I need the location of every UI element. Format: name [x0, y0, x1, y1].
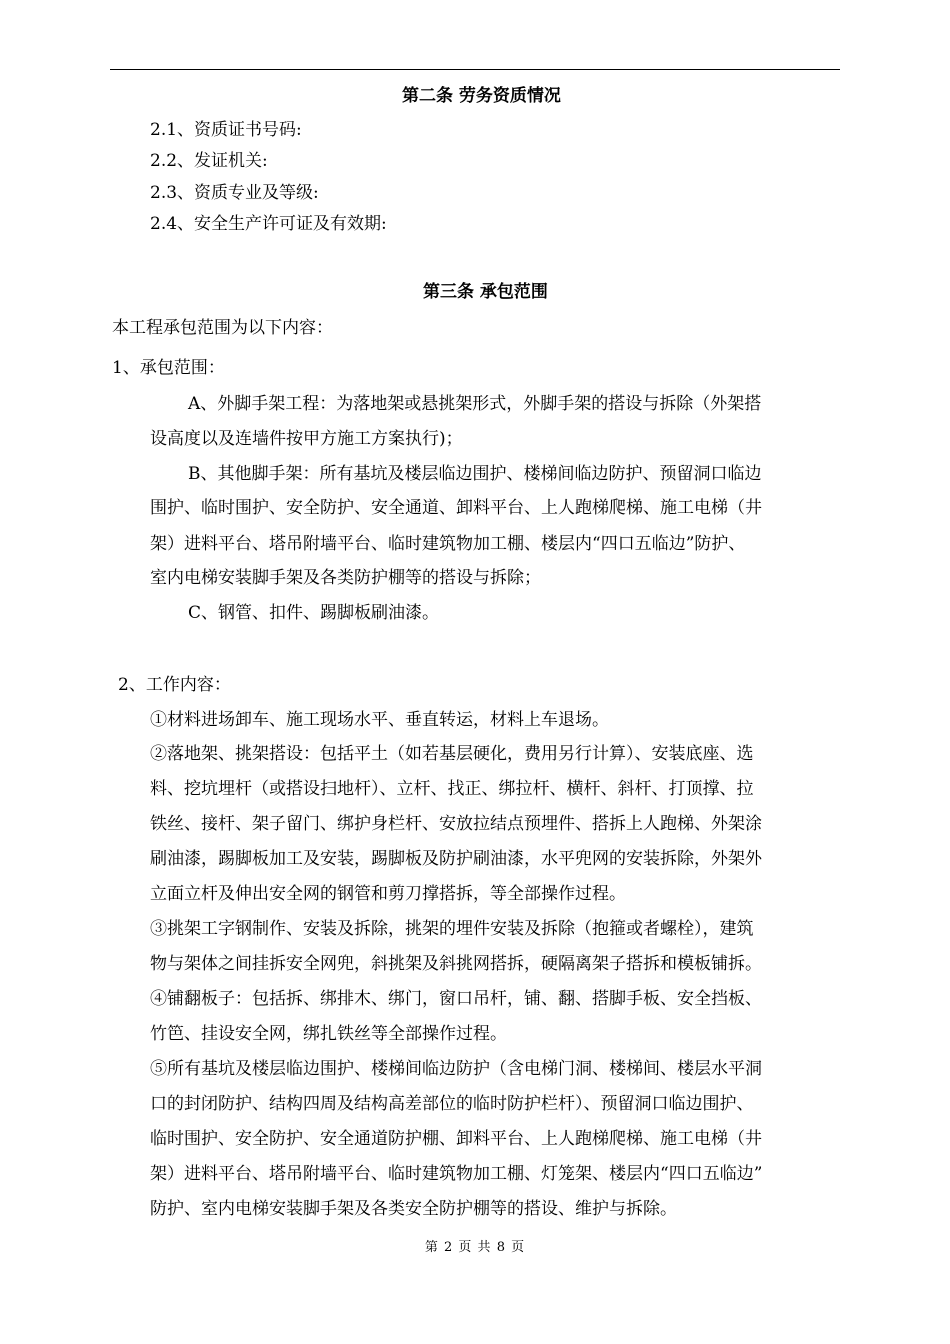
- section2-item-3: 2.3、资质专业及等级:: [150, 183, 319, 203]
- scope-line: 架）进料平台、塔吊附墙平台、临时建筑物加工棚、楼层内“四口五临边”防护、: [150, 534, 746, 554]
- scope-line: B、其他脚手架：所有基坑及楼层临边围护、楼梯间临边防护、预留洞口临边: [188, 464, 762, 484]
- section2-item-1: 2.1、资质证书号码:: [150, 120, 302, 140]
- work-line: 临时围护、安全防护、安全通道防护棚、卸料平台、上人跑梯爬梯、施工电梯（井: [150, 1129, 762, 1149]
- scope-line: 室内电梯安装脚手架及各类防护棚等的搭设与拆除；: [150, 568, 541, 588]
- work-line: 口的封闭防护、结构四周及结构高差部位的临时防护栏杆）、预留洞口临边围护、: [150, 1094, 754, 1114]
- work-line: ①材料进场卸车、施工现场水平、垂直转运，材料上车退场。: [150, 710, 609, 730]
- work-line: 料、挖坑埋杆（或搭设扫地杆）、立杆、找正、绑拉杆、横杆、斜杆、打顶撑、拉: [150, 779, 754, 799]
- scope-heading: 1、承包范围：: [112, 358, 225, 378]
- work-line: 物与架体之间挂拆安全网兜，斜挑架及斜挑网搭拆，硬隔离架子搭拆和模板铺拆。: [150, 954, 762, 974]
- work-line: 铁丝、接杆、架子留门、绑护身栏杆、安放拉结点预埋件、搭拆上人跑梯、外架涂: [150, 814, 762, 834]
- header-rule: [110, 69, 840, 70]
- scope-line: C、钢管、扣件、踢脚板刷油漆。: [188, 603, 440, 623]
- work-line: ②落地架、挑架搭设：包括平土（如若基层硬化，费用另行计算）、安装底座、选: [150, 744, 754, 764]
- work-line: ③挑架工字钢制作、安装及拆除，挑架的埋件安装及拆除（抱箍或者螺栓），建筑: [150, 919, 754, 939]
- work-line: 防护、室内电梯安装脚手架及各类安全防护棚等的搭设、维护与拆除。: [150, 1199, 677, 1219]
- scope-line: 设高度以及连墙件按甲方施工方案执行)；: [150, 429, 463, 449]
- work-line: 竹笆、挂设安全网，绑扎铁丝等全部操作过程。: [150, 1024, 507, 1044]
- work-line: 刷油漆，踢脚板加工及安装，踢脚板及防护刷油漆，水平兜网的安装拆除，外架外: [150, 849, 762, 869]
- work-line: ④铺翻板子：包括拆、绑排木、绑门，窗口吊杆，铺、翻、搭脚手板、安全挡板、: [150, 989, 762, 1009]
- section3-intro: 本工程承包范围为以下内容：: [112, 318, 333, 338]
- work-heading: 2、工作内容：: [118, 675, 231, 695]
- section2-title: 第二条 劳务资质情况: [402, 86, 561, 106]
- work-line: 立面立杆及伸出安全网的钢管和剪刀撑搭拆，等全部操作过程。: [150, 884, 626, 904]
- section2-item-2: 2.2、发证机关:: [150, 151, 268, 171]
- work-line: ⑤所有基坑及楼层临边围护、楼梯间临边防护（含电梯门洞、楼梯间、楼层水平洞: [150, 1059, 762, 1079]
- section3-title: 第三条 承包范围: [423, 282, 548, 302]
- work-line: 架）进料平台、塔吊附墙平台、临时建筑物加工棚、灯笼架、楼层内“四口五临边”: [150, 1164, 763, 1184]
- scope-line: 围护、临时围护、安全防护、安全通道、卸料平台、上人跑梯爬梯、施工电梯（井: [150, 498, 762, 518]
- page-footer: 第 2 页 共 8 页: [424, 1240, 526, 1255]
- scope-line: A、外脚手架工程：为落地架或悬挑架形式，外脚手架的搭设与拆除（外架搭: [188, 394, 762, 414]
- section2-item-4: 2.4、安全生产许可证及有效期:: [150, 214, 387, 234]
